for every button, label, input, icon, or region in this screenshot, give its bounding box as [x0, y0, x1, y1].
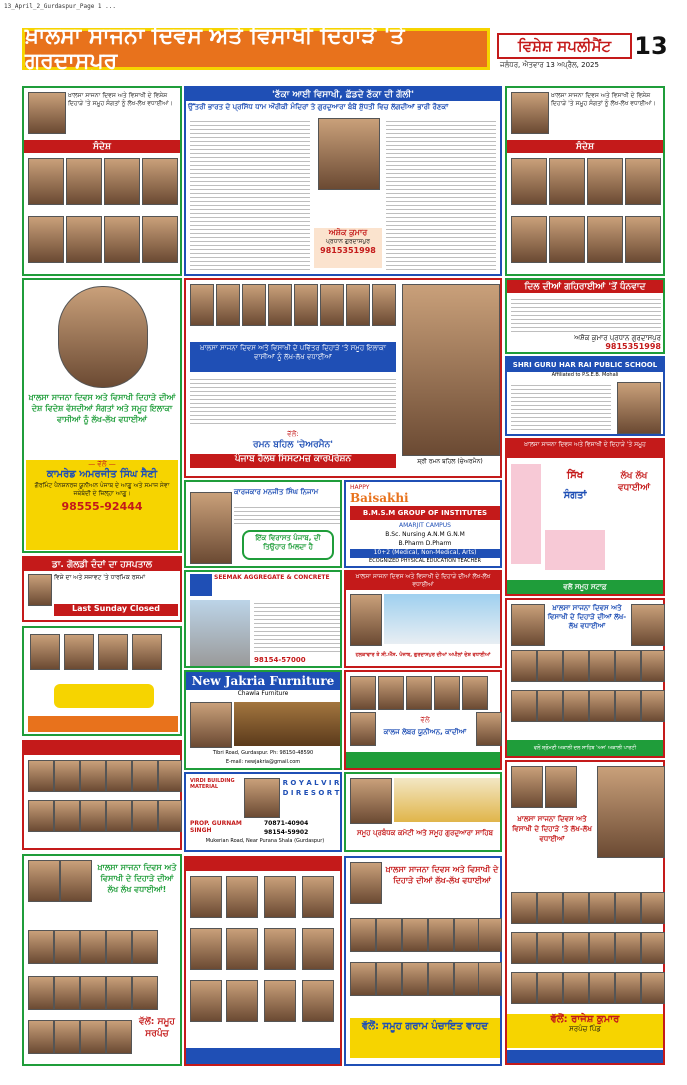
center-greet-footer: ਹਲਕਾਵਾਰ ਤੇ ਸੀ.ਐੱਸ. ਪੰਜਾਬ, ਗੁਰਦਾਸਪੁਰ ਦੀਆਂ ਅਪੀਲਾਂ ਦੇਸ਼ ਵਧਾਈਆਂ	[355, 652, 491, 658]
person-photo	[589, 892, 615, 924]
person-photo	[625, 216, 661, 263]
person-photo	[106, 1020, 132, 1054]
person-photo	[268, 284, 292, 326]
center-bottom-header	[186, 858, 340, 871]
jakria-email: E-mail: newjakria@gmail.com	[225, 759, 301, 765]
right-bottom-role: ਸਰਪੰਚ ਪਿੰਡ	[569, 1025, 601, 1033]
print-footer	[0, 1072, 687, 1085]
owner-photo	[190, 702, 232, 748]
person-photo	[511, 690, 537, 722]
byline-box	[314, 228, 382, 268]
right-bottom-ad	[505, 760, 665, 1065]
article-text-column	[190, 118, 310, 273]
school-text	[511, 382, 611, 432]
person-photo	[106, 800, 132, 832]
seemak-text	[254, 600, 340, 654]
panchayat-ad	[344, 856, 502, 1066]
person-photo	[80, 800, 106, 832]
dateline: ਜਲੰਧਰ, ਐਤਵਾਰ 13 ਅਪ੍ਰੈਲ, 2025	[500, 61, 599, 69]
virdi-resort-ad	[184, 772, 342, 852]
person-photo	[54, 800, 80, 832]
left-mid-name: ਕਾਮਰੇਡ ਅਮਰਜੀਤ ਸਿੰਘ ਸੈਣੀ	[46, 469, 158, 480]
hands-illustration	[545, 530, 605, 570]
person-photo	[58, 286, 148, 388]
greeting-word: ਸੰਗਤਾਂ	[563, 490, 587, 501]
person-photo	[226, 928, 258, 970]
baisakhi-happy: HAPPY	[350, 484, 370, 491]
right-mid-text	[511, 296, 661, 332]
person-photo	[563, 932, 589, 964]
person-photo	[563, 972, 589, 1004]
person-photo	[511, 932, 537, 964]
gurdwara-text: ਸਮੂਹ ਪ੍ਰਬੰਧਕ ਕਮੇਟੀ ਅਤੇ ਸਮੂਹ ਗੁਰਦੁਆਰਾ ਸਾਹਿਬ	[356, 829, 494, 837]
person-photo	[511, 604, 545, 646]
baisakhi-other: B.Pharm D.Pharm	[398, 540, 452, 547]
owner-photo	[244, 778, 280, 818]
person-photo	[615, 650, 641, 682]
left-mid-greeting-ad	[22, 278, 182, 553]
person-photo	[54, 1020, 80, 1054]
right-greeting-top: ਖ਼ਾਲਸਾ ਸਾਜਨਾ ਦਿਵਸ ਅਤੇ ਵਿਸਾਖੀ ਦੇ ਦਿਹਾੜੇ 'ਤੇ ਸਮੂਹ	[507, 440, 663, 458]
person-photo	[158, 760, 182, 792]
police-greeting-ad	[184, 480, 342, 568]
center-mid-name: ਰਮਨ ਬਹਿਲ 'ਚੇਅਰਮੈਨ'	[253, 440, 333, 450]
person-photo	[478, 918, 502, 952]
sarpanch-photo	[597, 766, 665, 858]
center-mid-org: ਪੰਜਾਬ ਹੈਲਥ ਸਿਸਟਮਜ਼ ਕਾਰਪੋਰੇਸ਼ਨ	[190, 454, 396, 468]
person-photo	[158, 800, 182, 832]
baisakhi-courses: B.Sc. Nursing A.N.M G.N.M	[385, 531, 465, 538]
person-photo	[511, 972, 537, 1004]
police-slogan: ਇੱਕ ਵਿਰਾਸਤ ਪੰਜਾਬ, ਦੀ ਤਿਉਹਾਰ ਮਿਲਦਾ ਹੈ	[242, 530, 334, 560]
person-photo	[549, 158, 585, 205]
person-photo	[142, 216, 178, 263]
person-photo	[80, 1020, 106, 1054]
greeting-word: ਲੱਖ ਲੱਖ ਵਧਾਈਆਂ	[617, 471, 651, 493]
person-photo	[28, 760, 54, 792]
person-photo	[615, 932, 641, 964]
person-photo	[350, 712, 376, 746]
center-greet-ad	[344, 570, 502, 668]
seemak-logo	[190, 574, 212, 596]
person-photo	[106, 930, 132, 964]
baisakhi-arts: 10+2 (Medical, Non-Medical, Arts)	[350, 549, 500, 558]
person-photo	[294, 284, 318, 326]
person-photo	[511, 766, 543, 808]
center-mid-greeting	[184, 278, 502, 478]
person-photo	[641, 932, 665, 964]
right-mid-thanks	[505, 278, 665, 354]
person-photo	[563, 690, 589, 722]
person-photo	[478, 962, 502, 996]
right-bottom-footer	[507, 1014, 663, 1048]
officer-photo	[190, 492, 232, 564]
person-photo	[320, 284, 344, 326]
college-footer	[346, 752, 500, 768]
center-mid-from: ਵੱਲੋਂ:	[287, 430, 299, 438]
person-photo	[511, 216, 547, 263]
person-photo	[476, 712, 502, 746]
jakria-furniture-ad	[184, 670, 342, 770]
person-photo	[462, 676, 488, 710]
virdi-prop: PROP. GURNAM SINGH	[190, 820, 242, 834]
person-photo	[80, 760, 106, 792]
greeting-badge	[54, 684, 154, 708]
road-photo	[190, 600, 250, 666]
person-photo	[264, 876, 296, 918]
person-photo	[406, 676, 432, 710]
person-photo	[549, 216, 585, 263]
chairman-caption: ਸ਼੍ਰੀ ਰਮਨ ਬਹਿਲ (ਚੇਅਰਮੈਨ)	[417, 458, 483, 465]
person-photo	[106, 760, 132, 792]
center-bottom-footer	[186, 1048, 340, 1064]
right-lower-footer: ਵਲੋਂ ਸ਼੍ਰੋਮਣੀ ਅਕਾਲੀ ਦਲ ਸਾਹਿਬ 'ਅਜ' ਅਕਾਲੀ ਪਾਰਟੀ	[507, 740, 663, 756]
person-photo	[104, 158, 140, 205]
person-photo	[587, 158, 623, 205]
shop-photo	[234, 702, 340, 746]
person-photo	[54, 930, 80, 964]
person-photo	[641, 972, 665, 1004]
person-photo	[98, 634, 128, 670]
building-photo	[384, 594, 500, 644]
person-photo	[190, 980, 222, 1022]
virdi-phone2: 98154-59902	[264, 829, 309, 836]
person-photo	[589, 690, 615, 722]
right-mid-phone: 9815351998	[605, 342, 661, 351]
left-mid-footer	[26, 460, 178, 550]
person-photo	[625, 158, 661, 205]
person-photo	[402, 962, 428, 996]
jakria-sub: Chawla Furniture	[237, 690, 289, 697]
person-photo	[428, 918, 454, 952]
byline-photo	[318, 118, 380, 190]
right-greeting-ad	[505, 438, 665, 596]
baisakhi-group: B.M.S.M GROUP OF INSTITUTES	[350, 506, 500, 520]
person-photo	[641, 650, 665, 682]
gurdwara-ad	[344, 772, 502, 852]
person-photo	[631, 604, 665, 646]
person-photo	[537, 892, 563, 924]
person-photo	[511, 92, 549, 134]
center-mid-text	[190, 376, 396, 426]
person-photo	[80, 930, 106, 964]
right-bottom-text: ਖ਼ਾਲਸਾ ਸਾਜਨਾ ਦਿਵਸ ਅਤੇ ਵਿਸਾਖੀ ਦੇ ਦਿਹਾੜੇ 'ਤੇ ਲੱਖ-ਲੱਖ ਵਧਾਈਆਂ	[512, 815, 592, 843]
school-sub: Affiliated to P.S.E.B. Mohali	[551, 372, 619, 378]
person-photo	[537, 650, 563, 682]
person-photo	[402, 918, 428, 952]
panchayat-from: ਵੱਲੋਂ: ਸਮੂਹ ਗਰਾਮ ਪੰਚਾਇਤ ਵਾਹਦ	[350, 1018, 500, 1058]
center-mid-message: ਖ਼ਾਲਸਾ ਸਾਜਨਾ ਦਿਵਸ ਅਤੇ ਵਿਸਾਖੀ ਦੇ ਪਵਿੱਤਰ ਦਿਹਾੜੇ 'ਤੇ ਸਮੂਹ ਇਲਾਕਾ ਵਾਸੀਆਂ ਨੂੰ ਲੱਖ-ਲੱਖ ਵਧਾਈਆਂ	[190, 342, 396, 372]
person-photo	[28, 216, 64, 263]
dental-hospital-ad	[22, 556, 182, 622]
person-photo	[346, 284, 370, 326]
seemak-title: SEEMAK AGGREGATE & CONCRETE	[214, 574, 330, 581]
article-subhead: ਉੱਤਰੀ ਭਾਰਤ ਦੇ ਪ੍ਰਸਿੱਧ ਧਾਮ ਔਰੀਕੀ ਮੰਦਿਰਾਂ ਤੇ ਗੁਰਦੁਆਰਾ ਬੰਬੋਂ ਸ਼ੁੱਧਤੀ ਵਿਚ ਲੱਗਦੀਆਂ ਭਾਰੀ ਰੌਣਕਾਂ	[188, 103, 449, 111]
person-photo	[142, 158, 178, 205]
person-photo	[302, 876, 334, 918]
right-mid-name: ਅਸ਼ੋਕ ਕੁਮਾਰ ਪ੍ਰਧਾਨ ਗੁਰਦਾਸਪੁਰ	[574, 334, 661, 342]
left-bottom-from: ਵੱਲੋਂ: ਸਮੂਹ ਸਰਪੰਚ	[139, 1017, 175, 1039]
college-label: ਵੱਲੋਂ	[420, 716, 430, 724]
seemak-ad	[184, 570, 342, 668]
left-photos-footer	[28, 716, 178, 732]
right-top-body: ਖ਼ਾਲਸਾ ਸਾਜਨਾ ਦਿਵਸ ਅਤੇ ਵਿਸਾਖੀ ਦੇ ਵਿਸ਼ੇਸ਼ ਦਿਹਾੜੇ 'ਤੇ ਸਮੂਹ ਸੰਗਤਾਂ ਨੂੰ ਲੱਖ-ਲੱਖ ਵਧਾਈਆਂ।	[551, 92, 656, 107]
person-photo	[226, 980, 258, 1022]
left-bottom-ad	[22, 854, 182, 1066]
supplement-label: ਵਿਸ਼ੇਸ਼ ਸਪਲੀਮੈਂਟ	[497, 33, 632, 59]
police-title: ਕਾਰਜਕਾਰ ਮਨਜੀਤ ਸਿੰਘ ਨਿਜਾਮ	[234, 488, 319, 496]
person-photo	[28, 800, 54, 832]
person-photo	[132, 760, 158, 792]
person-photo	[615, 972, 641, 1004]
person-photo	[190, 876, 222, 918]
chairman-photo	[402, 284, 500, 456]
person-photo	[66, 216, 102, 263]
dental-closed: Last Sunday Closed	[54, 604, 178, 616]
jakria-address: Tibri Road, Gurdaspur. Ph: 98150-48590	[212, 750, 314, 756]
virdi-material: VIRDI BUILDING MATERIAL	[190, 778, 235, 790]
person-photo	[537, 932, 563, 964]
dental-line: ਵਿਸ਼ੇ ਦਾ ਅਤੇ ਸਜਾਵਟ 'ਤੇ ਧਾਰਮਿਕ ਰਸਮਾਂ	[54, 574, 146, 581]
article-headline: 'ਣੱਕਾ ਆਈ ਵਿਸਾਖੀ, ਛੱਡਦੇ ਣੱਕਾ ਦੀ ਗੱਲੀ'	[186, 88, 500, 101]
doctor-photo	[28, 574, 52, 606]
person-photo	[66, 158, 102, 205]
person-photo	[28, 1020, 54, 1054]
person-photo	[587, 216, 623, 263]
person-photo	[264, 928, 296, 970]
person-photo	[350, 778, 392, 824]
person-photo	[104, 216, 140, 263]
page-number: 13	[634, 32, 668, 60]
left-top-body: ਖ਼ਾਲਸਾ ਸਾਜਨਾ ਦਿਵਸ ਅਤੇ ਵਿਸਾਖੀ ਦੇ ਵਿਸ਼ੇਸ਼ ਦਿਹਾੜੇ 'ਤੇ ਸਮੂਹ ਸੰਗਤਾਂ ਨੂੰ ਲੱਖ-ਲੱਖ ਵਧਾਈਆਂ।	[68, 92, 173, 107]
person-photo	[28, 930, 54, 964]
center-greet-text: ਖ਼ਾਲਸਾ ਸਾਜਨਾ ਦਿਵਸ ਅਤੇ ਵਿਸਾਖੀ ਦੇ ਦਿਹਾੜੇ ਦੀਆਂ ਲੱਖ-ਲੱਖ ਵਧਾਈਆਂ	[346, 572, 500, 590]
person-photo	[589, 932, 615, 964]
right-greeting-bottom: ਵਲੋਂ ਸਮੂਹ ਸਟਾਫ਼	[507, 580, 663, 594]
right-top-heading: ਸੰਦੇਸ਼	[507, 140, 663, 153]
person-photo	[589, 650, 615, 682]
right-bottom-from: ਵੱਲੋਂ: ਰਾਜੇਸ਼ ਕੁਮਾਰ	[550, 1014, 620, 1025]
person-photo	[537, 690, 563, 722]
person-photo	[302, 928, 334, 970]
person-photo	[378, 676, 404, 710]
masthead-title: ਖ਼ਾਲਸਾ ਸਾਜਨਾ ਦਿਵਸ ਅਤੇ ਵਿਸਾਖੀ ਦਿਹਾੜੇ 'ਤੇ ਗੁਰਦਾਸਪੁਰ	[22, 28, 490, 70]
person-photo	[454, 918, 480, 952]
person-photo	[376, 962, 402, 996]
person-photo	[350, 594, 382, 646]
person-photo	[589, 972, 615, 1004]
person-photo	[28, 860, 60, 902]
gurdwara-photo	[394, 778, 500, 822]
person-photo	[106, 976, 132, 1010]
center-top-article	[184, 86, 502, 276]
person-photo	[132, 930, 158, 964]
person-photo	[537, 972, 563, 1004]
virdi-name: R O Y A L V I R D I R E S O R T	[282, 779, 340, 797]
left-mid-role: ਗੌਰਮਿੰਟ ਪੈਨਸ਼ਨਰਜ਼ ਯੂਨੀਅਨ ਪੰਜਾਬ ਦੇ ਆਗੂ ਅਤੇ ਸਮਾਜ ਸੇਵਾ ਜਥੇਬੰਦੀ ਦੇ ਜ਼ਿਲ੍ਹਾ ਆਗੂ।	[34, 482, 170, 497]
person-photo	[132, 800, 158, 832]
principal-photo	[617, 382, 661, 434]
left-top-message-box	[22, 86, 182, 276]
baisakhi-title: Baisakhi	[350, 491, 409, 505]
center-bottom-grid	[184, 856, 342, 1066]
baisakhi-phys: ECOGNIZED PHYSICAL EDUCATION TEACHER	[369, 558, 481, 564]
person-photo	[190, 284, 214, 326]
person-photo	[511, 158, 547, 205]
person-photo	[428, 962, 454, 996]
person-photo	[563, 650, 589, 682]
person-photo	[28, 976, 54, 1010]
right-lower-text: ਖ਼ਾਲਸਾ ਸਾਜਨਾ ਦਿਵਸ ਅਤੇ ਵਿਸਾਖੀ ਦੇ ਦਿਹਾੜੇ ਦੀਆਂ ਲੱਖ-ਲੱਖ ਵਧਾਈਆਂ	[547, 604, 627, 630]
left-top-heading: ਸੰਦੇਸ਼	[24, 140, 180, 153]
hands-illustration	[511, 464, 541, 564]
person-photo	[132, 976, 158, 1010]
left-grid-header	[24, 742, 180, 755]
baisakhi-institute-ad	[344, 480, 502, 568]
person-photo	[350, 676, 376, 710]
person-photo	[302, 980, 334, 1022]
person-photo	[511, 892, 537, 924]
person-photo	[511, 650, 537, 682]
person-photo	[264, 980, 296, 1022]
left-mid-message: ਖ਼ਾਲਸਾ ਸਾਜਨਾ ਦਿਵਸ ਅਤੇ ਵਿਸਾਖੀ ਦਿਹਾੜੇ ਦੀਆਂ ਦੇਸ਼ ਵਿਦੇਸ਼ ਵੱਸਦੀਆਂ ਸੰਗਤਾਂ ਅਤੇ ਸਮੂਹ ਇਲਾਕਾ ਵਾਸੀਆਂ ਨੂੰ ਲੱਖ-ਲੱਖ ਵਧਾਈਆਂ	[28, 393, 176, 424]
person-photo	[350, 962, 376, 996]
left-mid-from: — ਵੱਲੋਂ —	[88, 460, 116, 468]
person-photo	[545, 766, 577, 808]
person-photo	[28, 92, 66, 134]
virdi-phone1: 70871-40904	[264, 820, 309, 827]
baisakhi-campus: AMARJIT CAMPUS	[399, 522, 451, 529]
person-photo	[641, 690, 665, 722]
person-photo	[242, 284, 266, 326]
person-photo	[454, 962, 480, 996]
college-name: ਕਾਲਜ ਲੇਬਰ ਯੂਨੀਅਨ, ਕਾਦੀਆਂ	[383, 728, 467, 736]
dental-title: ਡਾ. ਗੋਲਡੀ ਦੰਦਾਂ ਦਾ ਹਸਪਤਾਲ	[24, 558, 180, 571]
left-mid-phone: 98555-92444	[61, 500, 143, 513]
person-photo	[615, 892, 641, 924]
virdi-address: Mukerian Road, Near Purana Shala (Gurdaspur)	[205, 838, 325, 844]
person-photo	[350, 862, 382, 904]
panchayat-text: ਖ਼ਾਲਸਾ ਸਾਜਨਾ ਦਿਵਸ ਅਤੇ ਵਿਸਾਖੀ ਦੇ ਦਿਹਾੜੇ ਦੀਆਂ ਲੱਖ-ਲੱਖ ਵਧਾਈਆਂ	[385, 865, 499, 885]
greeting-word: ਸਿੱਖ	[566, 470, 584, 481]
person-photo	[216, 284, 240, 326]
byline-role: ਪ੍ਰਧਾਨ ਗੁਰਦਾਸਪੁਰ	[326, 238, 370, 245]
person-photo	[226, 876, 258, 918]
college-union-ad	[344, 670, 502, 770]
right-top-message-box	[505, 86, 665, 276]
person-photo	[80, 976, 106, 1010]
seemak-phone: 98154-57000	[254, 656, 306, 664]
person-photo	[376, 918, 402, 952]
left-bottom-text: ਖ਼ਾਲਸਾ ਸਾਜਨਾ ਦਿਵਸ ਅਤੇ ਵਿਸਾਖੀ ਦੇ ਦਿਹਾੜੇ ਦੀਆਂ ਲੱਖ ਲੱਖ ਵਧਾਈਆਂ!	[97, 863, 177, 894]
person-photo	[563, 892, 589, 924]
person-photo	[350, 918, 376, 952]
byline-phone: 9815351998	[320, 246, 376, 255]
jakria-title: New Jakria Furniture	[186, 672, 340, 690]
school-ad	[505, 356, 665, 436]
byline-name: ਅਸ਼ੋਕ ਕੁਮਾਰ	[328, 228, 368, 237]
police-text	[234, 504, 340, 524]
person-photo	[64, 634, 94, 670]
right-lower-greeting	[505, 598, 665, 758]
person-photo	[190, 928, 222, 970]
person-photo	[615, 690, 641, 722]
school-name: SHRI GURU HAR RAI PUBLIC SCHOOL	[507, 358, 663, 372]
person-photo	[372, 284, 396, 326]
person-photo	[641, 892, 665, 924]
article-text-column	[386, 118, 496, 273]
left-photos-ad	[22, 626, 182, 736]
person-photo	[434, 676, 460, 710]
right-mid-heading: ਦਿਲ ਦੀਆਂ ਗਹਿਰਾਈਆਂ 'ਤੋਂ ਧੰਨਵਾਦ	[507, 280, 663, 293]
person-photo	[30, 634, 60, 670]
left-grid-ad	[22, 740, 182, 850]
person-photo	[54, 760, 80, 792]
person-photo	[28, 158, 64, 205]
person-photo	[60, 860, 92, 902]
print-slug: 13_April_2_Gurdaspur_Page 1 ...	[4, 3, 116, 10]
person-photo	[132, 634, 162, 670]
person-photo	[54, 976, 80, 1010]
right-bottom-bar	[507, 1050, 663, 1063]
